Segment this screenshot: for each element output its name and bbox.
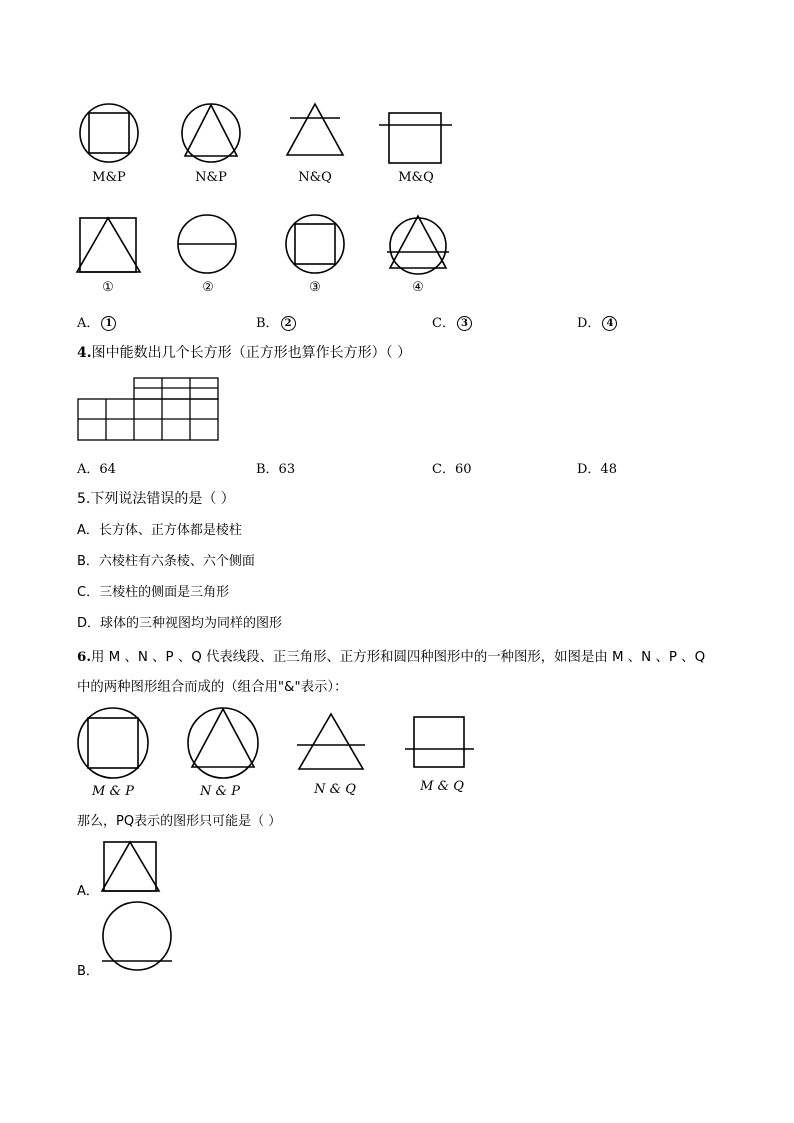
label-n-and-p: N&P bbox=[195, 170, 227, 185]
q3-option-a[interactable] bbox=[77, 312, 116, 331]
figure-m-and-q bbox=[378, 108, 454, 166]
q3-option-d-letter: D． bbox=[577, 316, 601, 331]
q6-text-line1: 用 M 、N 、P 、Q 代表线段、正三角形、正方形和圆四种图形中的一种图形，如图是由 M 、N 、P 、Q bbox=[90, 650, 706, 665]
figure-option-4 bbox=[384, 212, 452, 276]
q6-figure-m-and-q bbox=[404, 713, 476, 771]
q3-option-a-value: 1 bbox=[101, 316, 116, 331]
q4-option-b[interactable]: B．63 bbox=[256, 462, 296, 477]
q6-label-m-and-p: M & P bbox=[92, 784, 134, 799]
q6-label-m-and-q: M & Q bbox=[420, 779, 464, 794]
q6-question-line1 bbox=[77, 646, 705, 665]
label-option-4: ④ bbox=[412, 280, 424, 295]
q4-option-a[interactable]: A．64 bbox=[77, 462, 116, 477]
q6-figure-n-and-q bbox=[295, 711, 367, 773]
q6-prompt: 那么，PQ表示的图形只可能是（ ） bbox=[77, 814, 282, 829]
figure-option-3 bbox=[283, 213, 349, 277]
label-option-1: ① bbox=[102, 280, 114, 295]
q4-option-c[interactable]: C．60 bbox=[432, 462, 472, 477]
q3-option-b-letter: B． bbox=[256, 316, 279, 331]
q6-option-b-figure[interactable] bbox=[100, 900, 174, 972]
q6-figure-n-and-p bbox=[185, 706, 263, 782]
q6-question-line2: 中的两种图形组合而成的（组合用"&"表示）： bbox=[77, 680, 348, 695]
figure-m-and-p bbox=[78, 103, 142, 165]
q4-text: 图中能数出几个长方形（正方形也算作长方形）（ ） bbox=[91, 345, 412, 361]
q3-option-a-letter: A． bbox=[77, 316, 100, 331]
q5-option-c[interactable]: C．三棱柱的侧面是三角形 bbox=[77, 585, 230, 600]
q4-number: 4. bbox=[77, 345, 92, 361]
q3-option-b[interactable] bbox=[256, 312, 296, 331]
label-option-3: ③ bbox=[309, 280, 321, 295]
label-m-and-p: M&P bbox=[92, 170, 126, 185]
q3-option-d[interactable] bbox=[577, 312, 617, 331]
q5-question: 5.下列说法错误的是（ ） bbox=[77, 491, 235, 507]
q6-option-b-letter[interactable]: B． bbox=[77, 964, 99, 979]
q3-option-c-value: 3 bbox=[457, 316, 472, 331]
q5-option-b[interactable]: B．六棱柱有六条棱、六个侧面 bbox=[77, 554, 255, 569]
q6-option-a-letter[interactable]: A． bbox=[77, 884, 99, 899]
q3-option-c[interactable] bbox=[432, 312, 472, 331]
figure-n-and-q bbox=[282, 101, 348, 159]
q4-option-d[interactable]: D．48 bbox=[577, 462, 617, 477]
rectangle-grid-figure bbox=[77, 377, 221, 443]
q6-label-n-and-q: N & Q bbox=[314, 782, 356, 797]
q4-question bbox=[77, 342, 411, 362]
q3-option-b-value: 2 bbox=[281, 316, 296, 331]
figure-n-and-p bbox=[180, 103, 244, 165]
q3-option-d-value: 4 bbox=[602, 316, 617, 331]
label-m-and-q: M&Q bbox=[398, 170, 434, 185]
q5-option-a[interactable]: A．长方体、正方体都是棱柱 bbox=[77, 523, 242, 538]
label-option-2: ② bbox=[202, 280, 214, 295]
label-n-and-q: N&Q bbox=[298, 170, 332, 185]
q6-figure-m-and-p bbox=[75, 706, 153, 782]
q6-option-a-figure[interactable] bbox=[100, 840, 162, 894]
q6-number: 6. bbox=[77, 649, 91, 665]
q6-label-n-and-p: N & P bbox=[200, 784, 240, 799]
q3-option-c-letter: C． bbox=[432, 316, 455, 331]
q5-option-d[interactable]: D．球体的三种视图均为同样的图形 bbox=[77, 616, 283, 631]
figure-option-2 bbox=[175, 213, 241, 277]
figure-option-1 bbox=[74, 214, 144, 276]
